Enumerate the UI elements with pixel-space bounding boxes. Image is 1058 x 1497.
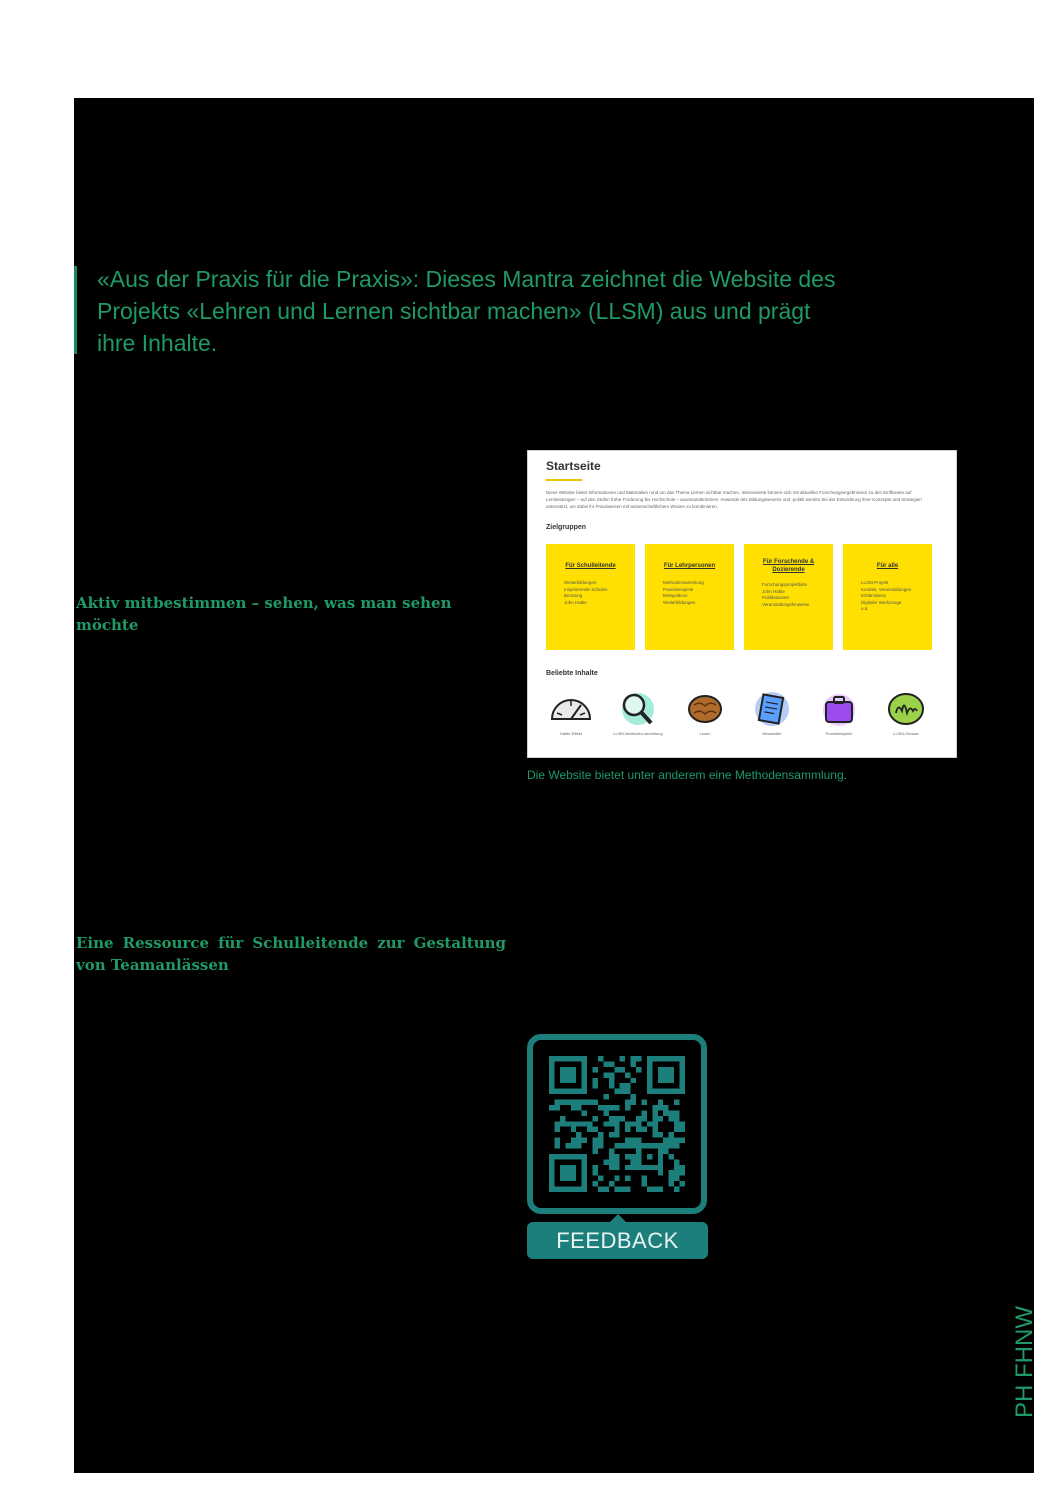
popular-item-label[interactable]: Newsletter [762,731,782,736]
popular-items [540,689,940,751]
screenshot-title: Startseite [546,459,601,473]
card-link[interactable]: Veranstaltungshinweise [762,601,810,607]
card-link[interactable]: Methodensammlung [663,580,704,585]
card-link[interactable]: John Hattie [564,599,587,605]
dial-icon [548,689,594,729]
card-teachers[interactable] [645,544,734,650]
website-screenshot [527,450,957,758]
popular-item-label[interactable]: LLSM-Methoden-sammlung [613,731,663,736]
qr-code-frame[interactable] [527,1034,707,1214]
popular-item[interactable] [875,689,937,737]
card-link[interactable]: Inspirierende Schulen [564,586,608,592]
card-link[interactable]: Praxisbeispiele [663,586,694,592]
screenshot-intro: Diese Website bietet Informationen und Materialien rund um das Thema Lernen sichtbar machen. Interessierte können sich mit aktuellen Forschungsergebnissen zu den Einflüssen auf Lernleistungen – auf den Stufen frühe Förderung bis Hochschule – auseinandersetzen. Anwende des Bildungswesens und -politik werden bei der Entwicklung ihrer Konzepte und Strategien unterstützt, um dabei ihr Praxiswissen mit wissenschaftlichem Wissen zu kombinieren. [546,490,922,509]
card-link[interactable]: Digitaler Werkzeuge [861,599,902,605]
card-link[interactable]: Weiterbildungen [663,599,696,605]
qr-notch [610,1214,626,1222]
subheading-resource: Eine Ressource für Schulleitende zur Gestaltung von Teamanlässen [76,934,506,974]
brand-logo: PH FHNW [1011,1306,1038,1418]
glossary-icon [883,689,929,729]
popular-item[interactable] [674,689,736,737]
popular-item-label[interactable]: Praxisbeispiele [825,731,853,736]
card-link[interactable]: John Hattie [762,588,785,594]
card-school-leaders[interactable] [546,544,635,650]
card-everyone[interactable] [843,544,932,650]
targets-heading: Zielgruppen [546,524,587,531]
subheading-participation: Aktiv mitbestimmen – sehen, was man sehen möchte [76,594,452,634]
feedback-button[interactable]: FEEDBACK [527,1222,708,1259]
newsletter-icon [749,689,795,729]
magnifier-icon [615,689,661,729]
card-researchers[interactable] [744,544,833,650]
card-title[interactable]: Für Forschende & Dozierende [762,559,815,573]
title-underline [546,479,582,481]
quote-bar [74,266,77,354]
popular-item[interactable] [540,689,602,737]
popular-heading: Beliebte Inhalte [546,670,598,677]
popular-item-label[interactable]: LLSM-Glossar [893,731,919,736]
card-link[interactable]: u.ä. [861,606,869,611]
lead-quote: «Aus der Praxis für die Praxis»: Dieses Mantra zeichnet die Website des Projekts «Lehren und Lernen sichtbar machen» (LLSM) aus und prägt ihre Inhalte. [97,266,836,356]
card-link[interactable]: LLSM-Projekt [861,580,889,585]
popular-item[interactable] [808,689,870,737]
popular-item[interactable] [607,689,669,737]
card-link[interactable]: Kontakt, Veranstaltungen [861,586,912,592]
popular-item[interactable] [741,689,803,737]
card-link[interactable]: Forschungsprojektliste [762,582,808,587]
target-cards [546,544,933,650]
briefcase-icon [816,689,862,729]
popular-item-label[interactable]: Hattie-Effekt [560,731,582,736]
card-title[interactable]: Für Schulleitende [565,563,616,569]
card-title[interactable]: Für alle [876,563,899,569]
qr-code[interactable] [549,1056,685,1192]
card-link[interactable]: Beratung [564,593,583,598]
card-link[interactable]: Weiterbildungen [564,580,597,585]
card-link[interactable]: Belegvideos [663,593,688,598]
card-title[interactable]: Für Lehrpersonen [663,563,716,569]
card-link[interactable]: Publikationen [762,595,790,600]
card-link[interactable]: Erklärvideos [861,593,886,598]
popular-item-label[interactable]: Lesen [699,731,711,736]
figure-caption: Die Website bietet unter anderem eine Methodensammlung. [527,768,847,782]
walnut-icon [682,689,728,729]
